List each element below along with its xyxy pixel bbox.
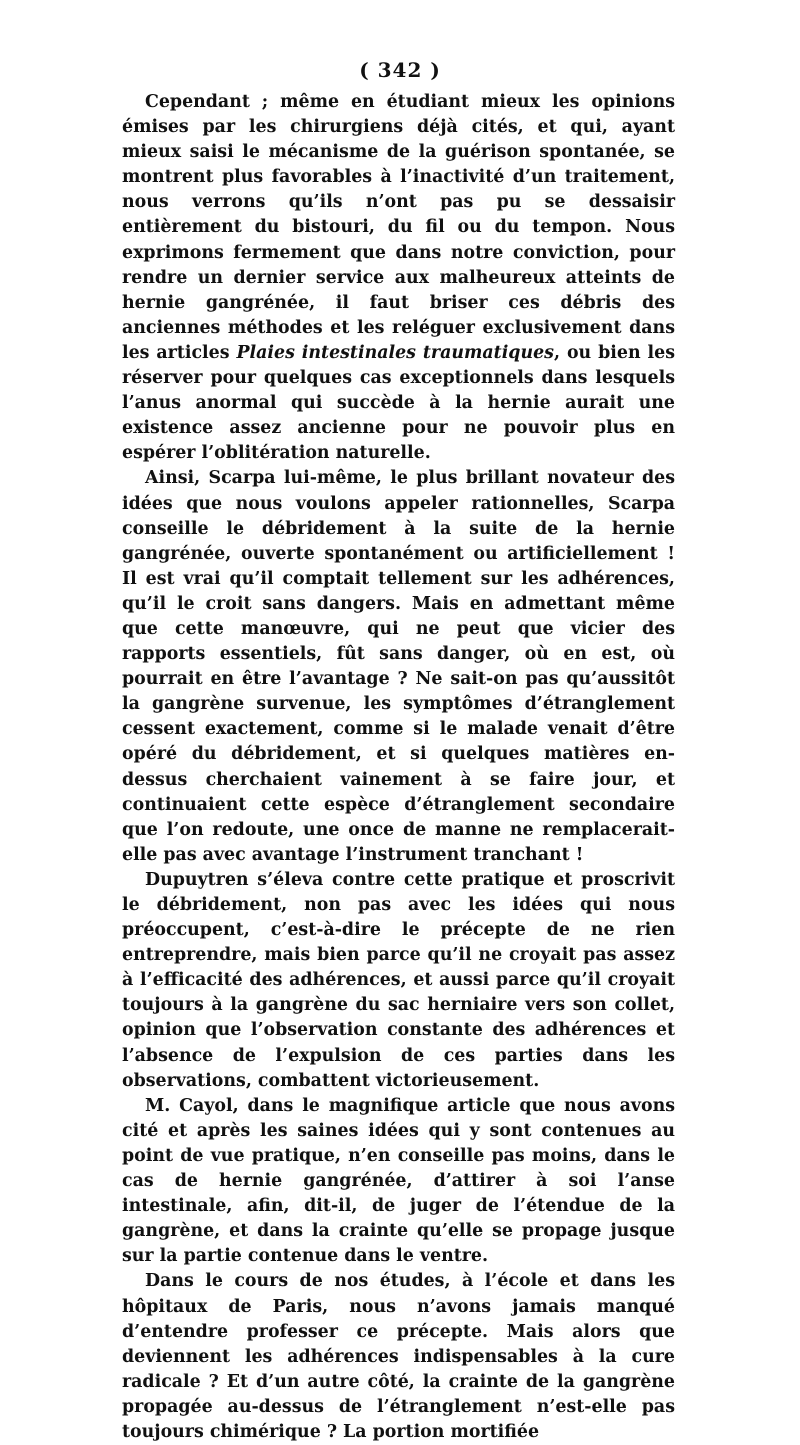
- paragraph-1-italic-title: Plaies intestinales traumatiques: [236, 342, 554, 363]
- paragraph-4: M. Cayol, dans le magnifique article que nous avons cité et après les saines idées qui y sont contenues au point de vue pratique, n’en conseille pas moins, dans le cas de hernie gangrénée, d’attirer à soi l’anse intestinale, afin, dit-il, de juger de l’étendue de la gangrène, et dans la crainte qu’elle se propage jusque sur la partie contenue dans le ventre.: [122, 1095, 675, 1267]
- paragraph-1: [122, 90, 675, 466]
- paragraph-3: Dupuytren s’éleva contre cette pratique et proscrivit le débridement, non pas avec les idées qui nous préoccupent, c’est-à-dire le précepte de ne rien entreprendre, mais bien parce qu’il ne croyait pas assez à l’efficacité des adhérences, et aussi parce qu’il croyait toujours à la gangrène du sac herniaire vers son collet, opinion que l’observation constante des adhérences et l’absence de l’expulsion de ces parties dans les observations, combattent victorieusement.: [122, 869, 675, 1091]
- paragraph-5: Dans le cours de nos études, à l’école et dans les hôpitaux de Paris, nous n’avons jamais manqué d’entendre professer ce précepte. Mais alors que deviennent les adhérences indispensables à la cure radicale ? Et d’un autre côté, la crainte de la gangrène propagée au-dessus de l’étranglement n’est-elle pas toujours chimérique ? La portion mortifiée: [122, 1271, 675, 1442]
- page-number: ( 342 ): [359, 58, 441, 82]
- paragraph-2: Ainsi, Scarpa lui-même, le plus brillant novateur des idées que nous voulons appeler rationnelles, Scarpa conseille le débridement à la suite de la hernie gangrénée, ouverte spontanément ou artificiellement ! Il est vrai qu’il comptait tellement sur les adhérences, qu’il le croit sans dangers. Mais en admettant même que cette manœuvre, qui ne peut que vicier des rapports essentiels, fût sans danger, où en est, où pourrait en être l’avantage ? Ne sait-on pas qu’aussitôt la gangrène survenue, les symptômes d’étranglement cessent exactement, comme si le malade venait d’être opéré du débridement, et si quelques matières en-dessus cherchaient vainement à se faire jour, et continuaient cette espèce d’étranglement secondaire que l’on redoute, une once de manne ne remplacerait-elle pas avec avantage l’instrument tranchant !: [122, 468, 675, 865]
- body-text: [122, 90, 675, 1445]
- paragraph-1-text-a: Cependant ; même en étudiant mieux les opinions émises par les chirurgiens déjà cités, et qui, ayant mieux saisi le mécanisme de la guérison spontanée, se montrent plus favorables à l’inactivité d’un traitement, nous verrons qu’ils n’ont pas pu se dessaisir entièrement du bistouri, du fil ou du tempon. Nous exprimons fermement que dans notre conviction, pour rendre un dernier service aux malheureux atteints de hernie gangrénée, il faut briser ces débris des anciennes méthodes et les reléguer exclusivement dans les articles: [122, 92, 675, 363]
- paragraph-1-text-b: , ou bien les réserver pour quelques cas exceptionnels dans lesquels l’anus anormal qui succède à la hernie aurait une existence assez ancienne pour ne pouvoir plus en espérer l’oblitération naturelle.: [122, 342, 675, 464]
